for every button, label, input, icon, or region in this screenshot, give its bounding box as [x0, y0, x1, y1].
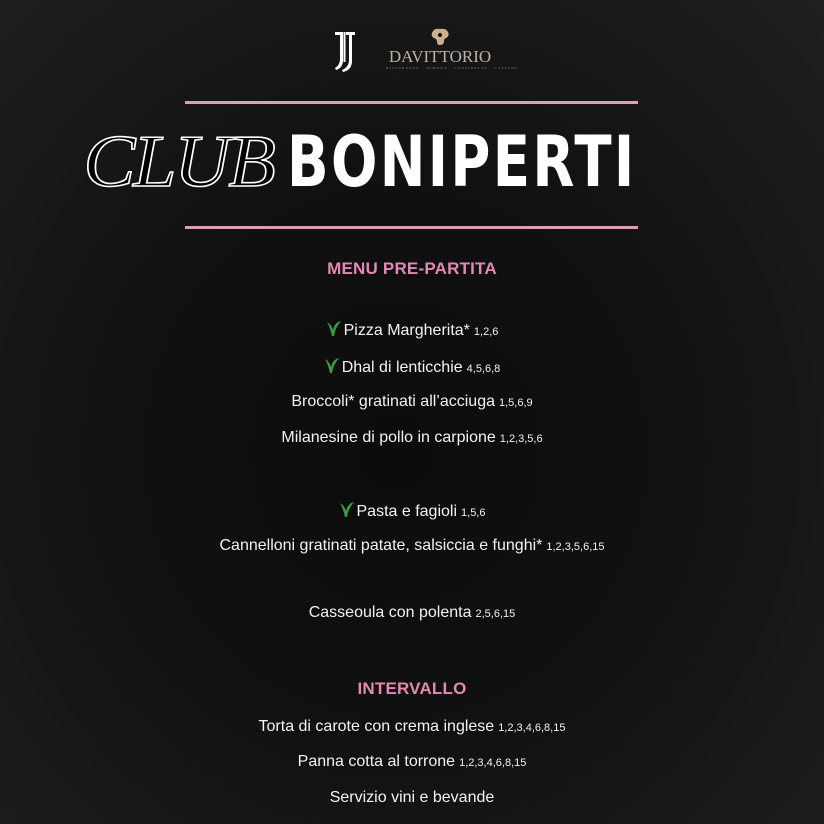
menu-item-name: Dhal di lenticchie: [341, 359, 463, 376]
section-title-pre-partita: MENU PRE-PARTITA: [327, 259, 497, 278]
vegetarian-leaf-icon: [324, 356, 340, 374]
page-title: [0, 120, 824, 205]
menu-item-name: Panna cotta al torrone: [297, 753, 456, 770]
vegetarian-leaf-icon: [326, 319, 342, 337]
menu-item-name: Milanesine di pollo in carpione: [281, 429, 496, 446]
davittorio-logo: [386, 28, 518, 74]
menu-item: [0, 789, 824, 807]
menu-item: [0, 500, 824, 521]
vegetarian-leaf-icon: [339, 500, 355, 518]
allergen-codes: 1,2,6: [473, 326, 499, 338]
menu-item-name: Cannelloni gratinati patate, salsiccia e funghi*: [219, 537, 543, 554]
allergen-codes: 1,2,3,5,6,15: [546, 541, 605, 553]
menu-item: [0, 356, 824, 377]
logo-bar: [0, 28, 824, 78]
menu-item: [0, 537, 824, 555]
davittorio-mushroom-icon: [429, 28, 451, 46]
davittorio-subtitle: RISTORANTE · DIMORA · CANTINETTE · CASCINE: [386, 66, 518, 70]
title-boniperti: BONIPERTI: [287, 121, 638, 203]
menu-item-name: Pizza Margherita*: [343, 322, 470, 339]
menu-item-name: Servizio vini e bevande: [329, 789, 495, 806]
menu-item: [0, 718, 824, 736]
menu-item-name: Pasta e fagioli: [356, 503, 458, 520]
allergen-codes: 1,2,3,4,6,8,15: [498, 722, 566, 734]
title-rule-top: [185, 101, 638, 104]
menu-item: [0, 429, 824, 447]
title-club: CLUB: [83, 121, 275, 203]
section-title-intervallo: INTERVALLO: [357, 679, 467, 698]
menu-item-name: Torta di carote con crema inglese: [258, 718, 495, 735]
davittorio-name: DAVITTORIO: [388, 47, 492, 66]
allergen-codes: 2,5,6,15: [475, 608, 516, 620]
menu-item: [0, 319, 824, 340]
allergen-codes: 1,5,6,9: [499, 397, 533, 409]
allergen-codes: 1,2,3,5,6: [499, 433, 543, 445]
menu-item-name: Broccoli* gratinati all’acciuga: [291, 393, 495, 410]
menu-item: [0, 753, 824, 771]
menu-item: [0, 393, 824, 411]
title-rule-bottom: [185, 226, 638, 229]
allergen-codes: 1,5,6: [461, 507, 486, 519]
menu-item: [0, 604, 824, 622]
menu-item-name: Casseoula con polenta: [308, 604, 472, 621]
allergen-codes: 4,5,6,8: [466, 363, 501, 375]
juventus-j-logo-icon: [332, 32, 358, 72]
allergen-codes: 1,2,3,4,6,8,15: [459, 757, 527, 769]
